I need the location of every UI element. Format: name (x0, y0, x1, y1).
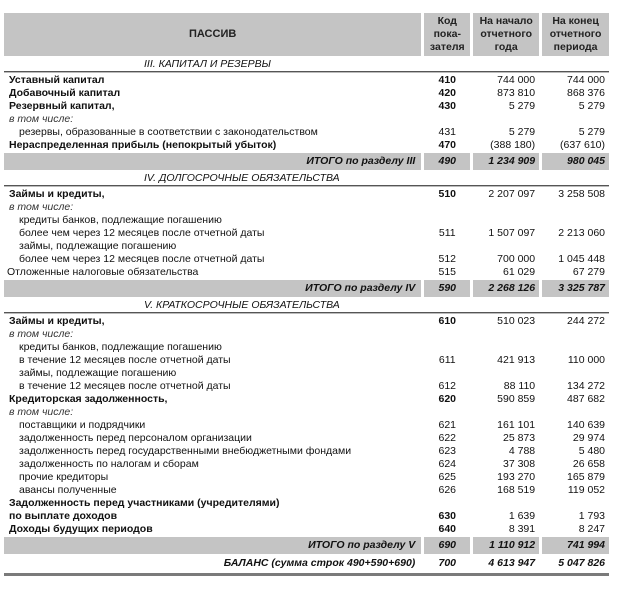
row-end-value: (637 610) (560, 139, 605, 151)
row-code (424, 406, 470, 419)
total-end: 980 045 (542, 153, 609, 170)
row-code: 410 (438, 74, 457, 86)
row-label: более чем через 12 месяцев после отчетной даты (19, 253, 265, 265)
row-code: 611 (438, 354, 456, 366)
total-code: 690 (424, 537, 470, 554)
row-code: 630 (438, 510, 457, 522)
row-code (424, 497, 470, 510)
row-code: 621 (438, 419, 457, 431)
row-end-value (542, 341, 609, 354)
table-row (4, 87, 609, 100)
table-row (4, 214, 609, 227)
table-row (4, 497, 609, 510)
row-end-value: 26 658 (572, 458, 606, 470)
table-row (4, 201, 609, 214)
row-code (424, 113, 470, 126)
header-start-of-year: На начало отчетного года (473, 13, 539, 56)
total-label: ИТОГО по разделу V (4, 537, 421, 554)
row-label: задолженность по налогам и сборам (19, 458, 199, 470)
row-start-value (473, 113, 539, 126)
table-row (4, 253, 609, 266)
row-start-value: 1 507 097 (488, 227, 536, 239)
total-end: 741 994 (542, 537, 609, 554)
table-body (4, 57, 609, 554)
section-total-row (4, 153, 609, 170)
row-end-value: 134 272 (567, 380, 606, 392)
total-end: 3 325 787 (542, 280, 609, 297)
row-label: займы, подлежащие погашению (19, 240, 177, 252)
row-start-value: 700 000 (497, 253, 536, 265)
balance-end: 5 047 826 (558, 557, 605, 569)
table-row (4, 432, 609, 445)
section-total-row (4, 280, 609, 297)
section-divider (4, 312, 609, 314)
row-end-value: 244 272 (567, 315, 605, 327)
row-end-value: 487 682 (567, 393, 605, 405)
row-end-value: 29 974 (572, 432, 606, 444)
row-start-value (473, 214, 539, 227)
row-end-value: 868 376 (567, 87, 605, 99)
section-total-row (4, 537, 609, 554)
total-start: 1 110 912 (473, 537, 539, 554)
total-start: 2 268 126 (473, 280, 539, 297)
table-row (4, 266, 609, 279)
section-divider (4, 185, 609, 187)
row-code (424, 214, 470, 227)
row-start-value: 168 519 (497, 484, 536, 496)
row-label: в том числе: (9, 113, 74, 125)
row-end-value (542, 113, 609, 126)
row-start-value: 510 023 (497, 315, 536, 327)
row-code: 622 (438, 432, 457, 444)
row-code: 626 (438, 484, 457, 496)
row-label: авансы полученные (19, 484, 117, 496)
row-code: 470 (438, 139, 457, 151)
row-code (424, 328, 470, 341)
row-end-value: 67 279 (572, 266, 605, 278)
table-row (4, 406, 609, 419)
row-label: кредиты банков, подлежащие погашению (19, 214, 222, 226)
bottom-divider (4, 573, 609, 576)
row-label: более чем через 12 месяцев после отчетной даты (19, 227, 265, 239)
row-label: в том числе: (9, 328, 74, 340)
row-label: в течение 12 месяцев после отчетной даты (19, 380, 231, 392)
header-end-of-period: На конец отчетного периода (542, 13, 609, 56)
table-row (4, 458, 609, 471)
row-end-value: 5 279 (578, 126, 606, 138)
row-code: 625 (438, 471, 457, 483)
row-end-value: 5 279 (578, 100, 605, 112)
row-end-value: 140 639 (567, 419, 606, 431)
total-code: 590 (424, 280, 470, 297)
row-end-value: 3 258 508 (558, 188, 605, 200)
table-row (4, 328, 609, 341)
row-code: 512 (438, 253, 457, 265)
row-start-value: 5 279 (508, 126, 536, 138)
row-code: 511 (438, 227, 456, 239)
row-label: задолженность перед государственными внебюджетными фондами (19, 445, 352, 457)
balance-start: 4 613 947 (488, 557, 536, 569)
row-end-value (542, 406, 609, 419)
row-code: 640 (438, 523, 457, 535)
row-start-value: 8 391 (508, 523, 536, 535)
table-row (4, 139, 609, 152)
row-end-value: 5 480 (578, 445, 606, 457)
row-label: в том числе: (9, 201, 74, 213)
total-label: ИТОГО по разделу IV (4, 280, 421, 297)
row-start-value (473, 240, 539, 253)
row-label: по выплате доходов (9, 510, 118, 522)
table-row (4, 523, 609, 536)
table-row (4, 227, 609, 240)
row-end-value (542, 240, 609, 253)
section-title: IV. ДОЛГОСРОЧНЫЕ ОБЯЗАТЕЛЬСТВА (144, 172, 340, 184)
row-end-value: 165 879 (567, 471, 606, 483)
row-end-value (542, 497, 609, 510)
row-label: Кредиторская задолженность, (9, 393, 168, 405)
table-row (4, 188, 609, 201)
section-title: III. КАПИТАЛ И РЕЗЕРВЫ (144, 58, 271, 70)
row-end-value: 1 793 (578, 510, 605, 522)
row-end-value: 1 045 448 (558, 253, 606, 265)
table-row (4, 419, 609, 432)
row-start-value: 2 207 097 (488, 188, 536, 200)
section-title: V. КРАТКОСРОЧНЫЕ ОБЯЗАТЕЛЬСТВА (144, 299, 340, 311)
row-code: 430 (438, 100, 457, 112)
table-row (4, 445, 609, 458)
row-end-value (542, 201, 609, 214)
balance-row (4, 556, 609, 571)
row-code: 510 (438, 188, 457, 200)
row-code: 420 (438, 87, 457, 99)
row-start-value: 4 788 (508, 445, 536, 457)
row-label: Уставный капитал (9, 74, 105, 86)
row-code: 610 (438, 315, 457, 327)
row-end-value (542, 328, 609, 341)
row-code (424, 341, 470, 354)
table-row (4, 240, 609, 253)
balance-sheet-liabilities (4, 13, 609, 576)
row-start-value: 873 810 (497, 87, 536, 99)
section-divider (4, 71, 609, 73)
row-start-value: 88 110 (503, 380, 536, 392)
total-start: 1 234 909 (473, 153, 539, 170)
row-label: прочие кредиторы (19, 471, 109, 483)
row-label: Нераспределенная прибыль (непокрытый убыток) (9, 139, 277, 151)
row-start-value: 161 101 (497, 419, 536, 431)
row-code: 431 (438, 126, 457, 138)
row-end-value: 2 213 060 (558, 227, 606, 239)
row-start-value (473, 497, 539, 510)
row-label: Займы и кредиты, (9, 315, 105, 327)
row-start-value: 37 308 (503, 458, 536, 470)
row-start-value (473, 201, 539, 214)
row-code (424, 240, 470, 253)
table-row (4, 126, 609, 139)
row-start-value: 193 270 (497, 471, 536, 483)
row-end-value: 744 000 (567, 74, 605, 86)
row-label: Доходы будущих периодов (9, 523, 153, 535)
row-label: поставщики и подрядчики (19, 419, 146, 431)
table-row (4, 471, 609, 484)
row-label: в том числе: (9, 406, 74, 418)
row-end-value: 8 247 (578, 523, 605, 535)
table-row (4, 113, 609, 126)
row-label: Отложенные налоговые обязательства (7, 266, 199, 278)
balance-code: 700 (438, 557, 457, 569)
row-start-value: 744 000 (497, 74, 536, 86)
row-end-value (542, 214, 609, 227)
row-start-value: 61 029 (502, 266, 536, 278)
row-code (424, 367, 470, 380)
row-label: Резервный капитал, (9, 100, 115, 112)
total-code: 490 (424, 153, 470, 170)
row-label: Займы и кредиты, (9, 188, 105, 200)
row-label: займы, подлежащие погашению (19, 367, 177, 379)
table-row (4, 510, 609, 523)
row-code: 624 (438, 458, 457, 470)
table-row (4, 341, 609, 354)
row-label: Задолженность перед участниками (учредителями) (9, 497, 280, 509)
row-start-value (473, 406, 539, 419)
row-label: резервы, образованные в соответствии с законодательством (19, 126, 318, 138)
table-row (4, 380, 609, 393)
table-row (4, 393, 609, 406)
row-start-value: 590 859 (497, 393, 536, 405)
row-start-value: 1 639 (508, 510, 536, 522)
row-code: 623 (438, 445, 457, 457)
row-start-value (473, 328, 539, 341)
row-end-value: 119 052 (567, 484, 606, 496)
row-code: 612 (438, 380, 457, 392)
row-label: Добавочный капитал (9, 87, 121, 99)
table-header (4, 13, 609, 56)
row-start-value: 5 279 (508, 100, 536, 112)
row-end-value (542, 367, 609, 380)
row-start-value (473, 341, 539, 354)
row-start-value: 25 873 (503, 432, 536, 444)
row-code: 620 (438, 393, 457, 405)
row-end-value: 110 000 (567, 354, 606, 366)
table-row (4, 100, 609, 113)
table-row (4, 367, 609, 380)
row-label: в течение 12 месяцев после отчетной даты (19, 354, 231, 366)
row-code: 515 (438, 266, 457, 278)
row-label: задолженность перед персоналом организации (19, 432, 252, 444)
row-code (424, 201, 470, 214)
header-code-text: Код пока- зателя (429, 15, 465, 53)
table-row (4, 354, 609, 367)
row-start-value (473, 367, 539, 380)
row-label: кредиты банков, подлежащие погашению (19, 341, 222, 353)
table-row (4, 484, 609, 497)
table-row (4, 315, 609, 328)
row-start-value: (388 180) (490, 139, 536, 151)
total-label: ИТОГО по разделу III (4, 153, 421, 170)
row-start-value: 421 913 (497, 354, 536, 366)
header-code (424, 13, 470, 56)
header-liabilities: ПАССИВ (4, 13, 421, 56)
balance-label: БАЛАНС (сумма строк 490+590+690) (223, 557, 416, 569)
table-row (4, 74, 609, 87)
